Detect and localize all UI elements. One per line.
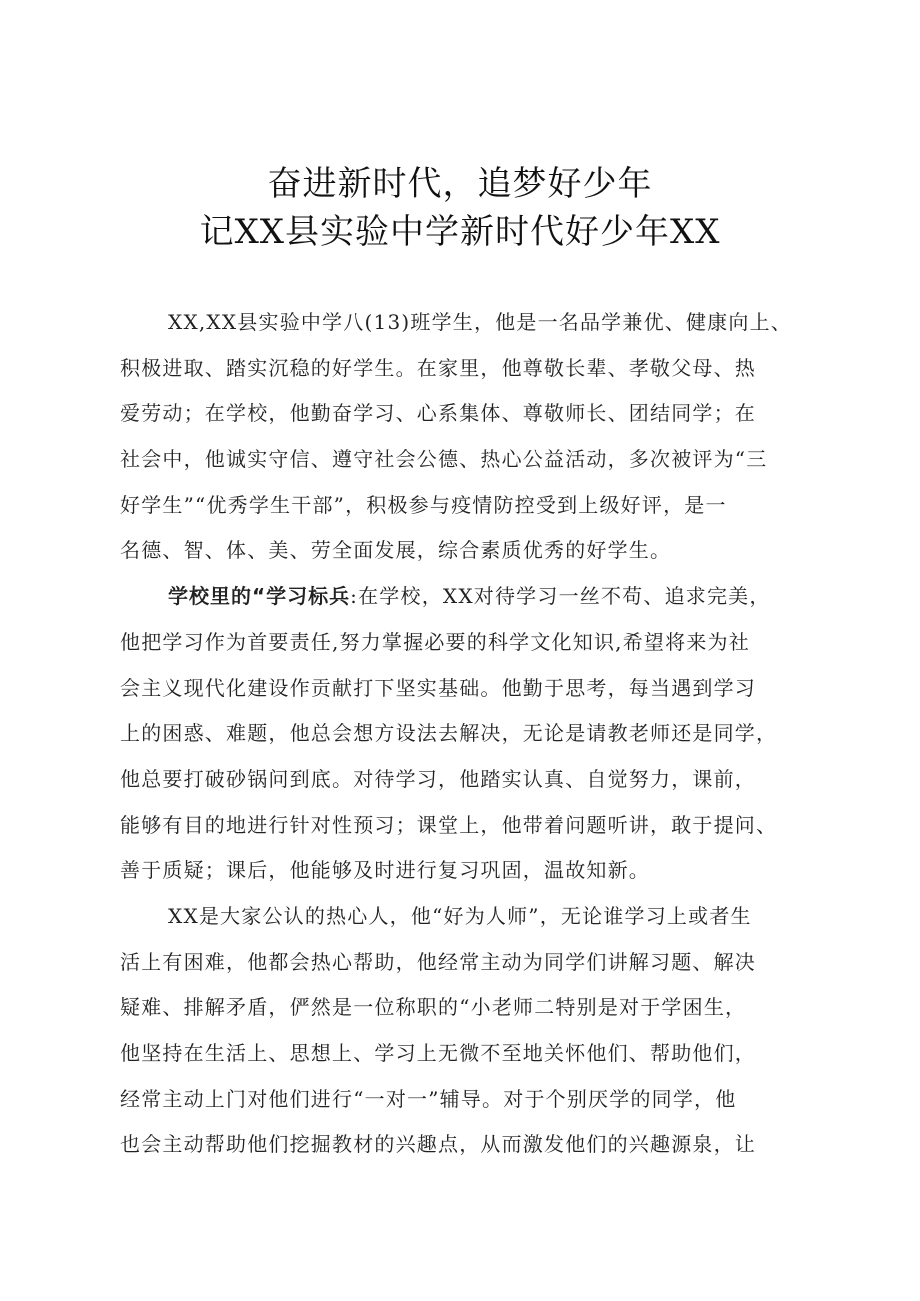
- paragraph-line: 他坚持在生活上、思想上、学习上无微不至地关怀他们、帮助他们，: [120, 1041, 756, 1065]
- title-line-2: 记XX县实验中学新时代好少年XX: [199, 212, 721, 252]
- paragraph-line: 上的困惑、难题，他总会想方设法去解决，无论是请教老师还是同学，: [120, 721, 778, 746]
- paragraph-line: 也会主动帮助他们挖掘教材的兴趣点，从而激发他们的兴趣源泉，让: [120, 1132, 756, 1157]
- paragraph-2: [120, 574, 824, 894]
- paragraph-line: 社会中，他诚实守信、遵守社会公德、热心公益活动，多次被评为“三: [120, 447, 768, 472]
- paragraph-3: [120, 894, 824, 1168]
- paragraph-line: XX,XX县实验中学八(13)班学生，他是一名品学兼优、健康向上、: [168, 310, 792, 334]
- title-line-1: 奋进新时代，追梦好少年: [267, 164, 653, 204]
- paragraph-line: 积极进取、踏实沉稳的好学生。在家里，他尊敬长辈、孝敬父母、热: [120, 355, 756, 380]
- paragraph-line: 能够有目的地进行针对性预习；课堂上，他带着问题听讲，敢于提问、: [120, 812, 778, 837]
- paragraph-line: 爱劳动；在学校，他勤奋学习、心系集体、尊敬师长、团结同学；在: [120, 401, 756, 426]
- paragraph-line: 好学生”“优秀学生干部”，积极参与疫情防控受到上级好评，是一: [120, 492, 727, 517]
- paragraph-line-text: :在学校，XX对待学习一丝不苟、追求完美，: [350, 584, 771, 609]
- paragraph-line: 善于质疑；课后，他能够及时进行复习巩固，温故知新。: [120, 858, 650, 883]
- paragraph-line: 他把学习作为首要责任,努力掌握必要的科学文化知识,希望将来为社: [120, 629, 750, 654]
- paragraph-line: 名德、智、体、美、劳全面发展，综合素质优秀的好学生。: [120, 538, 672, 563]
- paragraph-1: [120, 300, 824, 574]
- paragraph-line: XX是大家公认的热心人，他“好为人师”，无论谁学习上或者生: [168, 903, 752, 928]
- paragraph-line: 经常主动上门对他们进行“一对一”辅导。对于个别厌学的同学，他: [120, 1086, 737, 1111]
- section-lead-heading: 学校里的“学习标兵: [168, 584, 351, 609]
- document-title: [0, 160, 920, 256]
- paragraph-first-line: [120, 574, 824, 620]
- paragraph-line: 他总要打破砂锅问到底。对待学习，他踏实认真、自觉努力，课前，: [120, 766, 756, 791]
- document-body: [120, 300, 824, 1168]
- paragraph-line: 疑难、排解矛盾，俨然是一位称职的“小老师二特别是对于学困生，: [120, 995, 747, 1020]
- paragraph-line: 会主义现代化建设作贡献打下坚实基础。他勤于思考，每当遇到学习: [120, 675, 756, 700]
- paragraph-line: 活上有困难，他都会热心帮助，他经常主动为同学们讲解习题、解决: [120, 949, 756, 974]
